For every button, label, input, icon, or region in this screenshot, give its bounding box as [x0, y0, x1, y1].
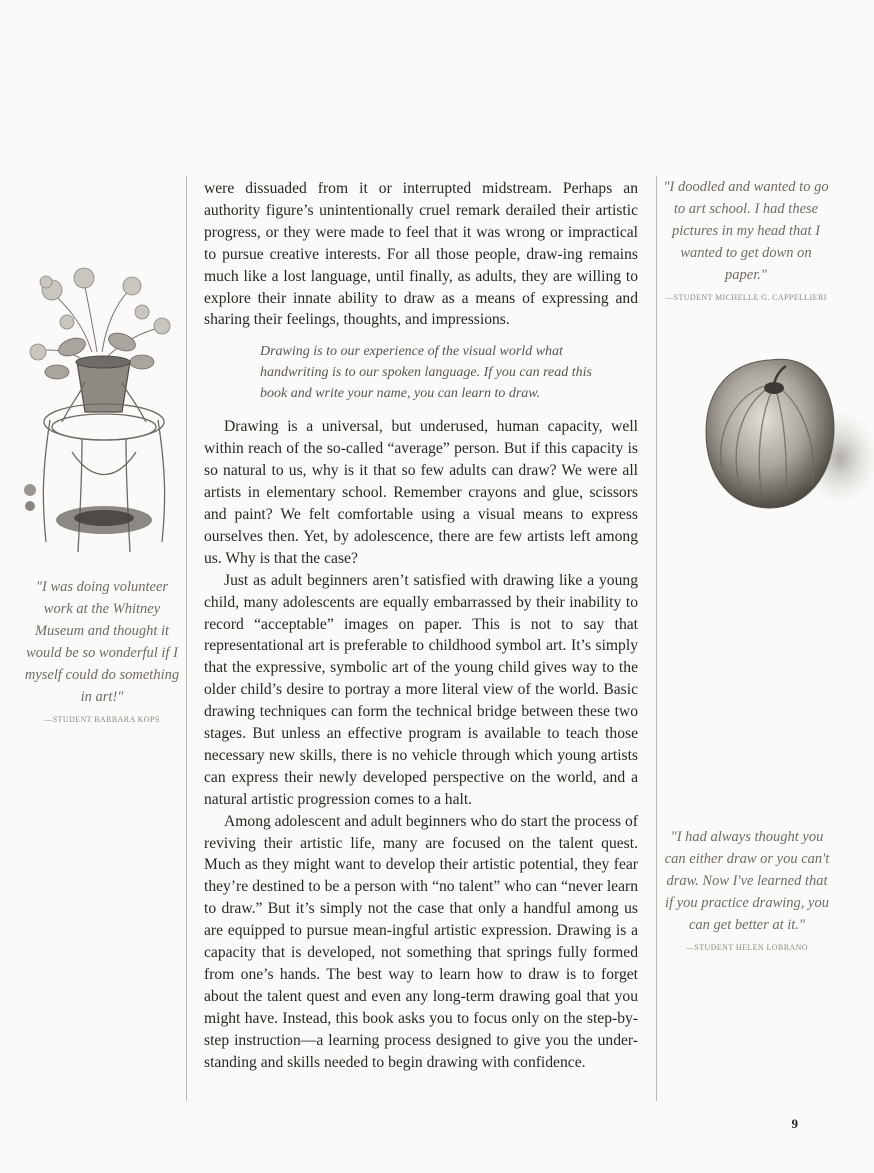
body-paragraph: were dissuaded from it or interrupted midstream. Perhaps an authority figure’s unintentionally cruel remark derailed their artistic progress, or they were made to feel that it was wrong or impractical to pursue creative interests. For all those people, draw-ing remains much like a lost language, until finally, as adults, they are willing to explore their innate ability to draw as a means of expressing and sharing their feelings, thoughts, and impressions. — [204, 180, 638, 329]
student-quote-kops — [22, 576, 182, 726]
main-text-column — [204, 178, 638, 1074]
column-divider-left — [186, 176, 187, 1101]
quote-credit: —STUDENT MICHELLE G. CAPPELLIERI — [665, 293, 827, 302]
quote-text: "I doodled and wanted to go to art school. I had these pictures in my head that I wanted to get down on paper." — [663, 179, 829, 283]
quote-credit: —STUDENT HELEN LOBRANO — [686, 943, 808, 952]
quote-credit: —STUDENT BARBARA KOPS — [44, 715, 160, 724]
body-paragraph: Among adolescent and adult beginners who do start the process of reviving their artistic life, many are focused on the talent quest. Much as they might want to develop their artistic potential, they fear they’re destined to be a person with “no talent” who can “never learn to draw.” But it’s simply not the case that only a handful among us are equipped to pursue mean-ingful artistic expression. Drawing is a capacity that is developed, not something that springs fully formed from one’s hands. The best way to learn how to draw is to forget about the talent quest and even any long-term drawing goal that you might have. Instead, this book asks you to focus only on the step-by-step instruction—a learning process designed to give you the under-standing and skills needed to begin drawing with confidence. — [204, 812, 638, 1071]
student-quote-cappellieri — [660, 176, 832, 304]
student-quote-lobrano — [662, 826, 832, 954]
column-divider-right — [656, 176, 657, 1101]
quote-text: "I had always thought you can either draw or you can't draw. Now I've learned that if you practice drawing, you can get better at it." — [664, 829, 830, 933]
page-number: 9 — [791, 1116, 798, 1131]
body-paragraph: Just as adult beginners aren’t satisfied with drawing like a young child, many adolescents are equally embarrassed by their inability to record “acceptable” images on paper. This is not to say that representational art is preferable to childhood symbol art. It’s simply that the expressive, symbolic art of the young child gives way to the older child’s desire to portray a more literal view of the world. Basic drawing techniques can form the technical bridge between these two stages. But unless an effective program is available to teach those necessary new skills, there is no vehicle through which young artists can express their newly developed perspective on the world, and a natural artistic progression comes to a halt. — [204, 571, 638, 808]
potted-plant-illustration — [22, 252, 182, 564]
pull-quote: Drawing is to our experience of the visual world what handwriting is to our spoken language. If you can read this book and write your name, you can learn to draw. — [260, 344, 592, 402]
apple-illustration — [700, 348, 874, 518]
body-paragraph: Drawing is a universal, but underused, human capacity, well within reach of the so-called “average” person. But if this capacity is so natural to us, why is it that so few adults can draw? We were all artists in elementary school. Remember crayons and glue, scissors and paint? We felt comfortable using a visual means to express ourselves then. Yet, by adolescence, there are few artists left among us. Why is that the case? — [204, 418, 638, 567]
quote-text: "I was doing volunteer work at the Whitney Museum and thought it would be so wonderful if I myself could do something in art!" — [24, 579, 180, 705]
